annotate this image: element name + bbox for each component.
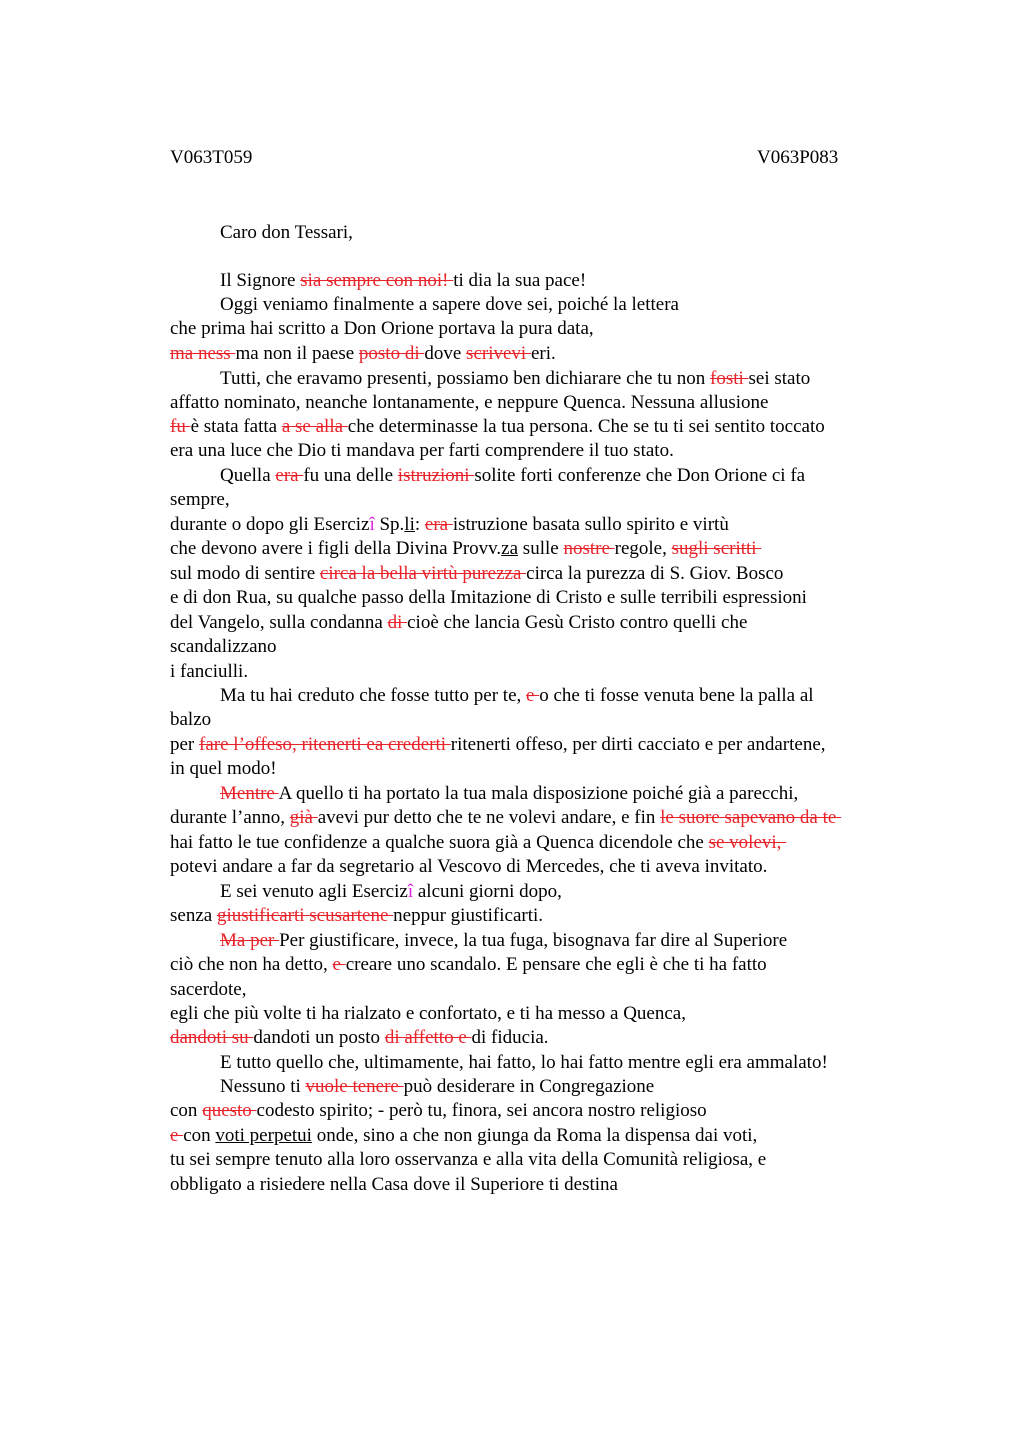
page-code-right: V063P083	[757, 147, 839, 168]
text-segment: Per giustificare, invece, la tua fuga, bisognava far dire al Superiore	[279, 930, 788, 951]
letter-line	[220, 685, 814, 707]
text-segment: ma non il paese	[235, 343, 359, 364]
text-segment: obbligato a risiedere nella Casa dove il Superiore ti destina	[170, 1174, 618, 1195]
text-segment: alcuni giorni dopo,	[413, 881, 562, 902]
text-segment: cioè che lancia Gesù Cristo contro quelli che	[407, 612, 748, 633]
letter-line	[220, 368, 810, 390]
deleted-text: già	[289, 807, 318, 828]
text-segment: con	[183, 1125, 216, 1146]
deleted-text: circa la bella virtù purezza	[319, 563, 527, 584]
text-segment: durante o dopo gli Eserciz	[170, 514, 370, 535]
text-segment: sempre,	[170, 489, 230, 510]
text-segment: balzo	[170, 709, 212, 730]
text-segment: codesto spirito; - però tu, finora, sei ancora nostro religioso	[256, 1100, 707, 1121]
letter-line	[170, 318, 594, 340]
text-segment: ti dia la sua pace!	[453, 270, 587, 291]
letter-line	[170, 538, 761, 560]
text-segment: sacerdote,	[170, 979, 247, 1000]
text-segment: in quel modo!	[170, 758, 277, 779]
text-segment: egli che più volte ti ha rialzato e confortato, e ti ha messo a Quenca,	[170, 1003, 686, 1024]
letter-line	[170, 489, 230, 511]
letter-line	[170, 343, 556, 365]
text-segment: Ma tu hai creduto che fosse tutto per te,	[220, 685, 527, 706]
text-segment: sei stato	[748, 368, 811, 389]
deleted-text: se volevi,	[708, 832, 787, 853]
deleted-text: e	[526, 685, 540, 706]
text-segment: Oggi veniamo finalmente a sapere dove sei, poiché la lettera	[220, 294, 679, 315]
text-segment: i fanciulli.	[170, 661, 249, 682]
text-segment: sul modo di sentire	[170, 563, 320, 584]
letter-line	[170, 612, 747, 634]
letter-line	[220, 465, 805, 487]
deleted-text: sugli scritti	[671, 538, 762, 559]
deleted-text: questo	[202, 1100, 257, 1121]
text-segment: tu sei sempre tenuto alla loro osservanza e alla vita della Comunità religiosa, e	[170, 1149, 767, 1170]
letter-line	[170, 758, 277, 780]
letter-line	[170, 416, 825, 438]
deleted-text: e	[332, 954, 346, 975]
letter-line	[170, 709, 211, 731]
text-segment: o che ti fosse venuta bene la palla al	[539, 685, 814, 706]
letter-line	[220, 783, 798, 805]
text-segment: per	[170, 734, 200, 755]
deleted-text: vuole tenere	[305, 1076, 404, 1097]
highlighted-character: î	[407, 881, 414, 902]
letter-line	[170, 1100, 707, 1122]
deleted-text: nostre	[563, 538, 615, 559]
letter-line	[220, 930, 787, 952]
text-segment: eri.	[530, 343, 556, 364]
letter-line	[170, 587, 807, 609]
text-segment: :	[414, 514, 425, 535]
text-segment: onde, sino a che non giunga da Roma la dispensa dai voti,	[311, 1125, 758, 1146]
document-code-left: V063T059	[170, 147, 253, 168]
letter-line	[170, 1027, 549, 1049]
text-segment: sulle	[518, 538, 564, 559]
letter-line	[170, 856, 767, 878]
letter-line	[220, 222, 353, 244]
text-segment: dandoti un posto	[253, 1027, 385, 1048]
text-segment: avevi pur detto che te ne volevi andare, e fin	[317, 807, 661, 828]
text-segment: potevi andare a far da segretario al Vescovo di Mercedes, che ti aveva invitato.	[170, 856, 768, 877]
deleted-text: le suore sapevano da te	[660, 807, 842, 828]
deleted-text: posto di	[358, 343, 425, 364]
deleted-text: e	[170, 1125, 184, 1146]
text-segment: di fiducia.	[471, 1027, 549, 1048]
deleted-text: dandoti su	[170, 1027, 254, 1048]
letter-line	[170, 563, 783, 585]
letter-line	[170, 1174, 618, 1196]
text-segment: che prima hai scritto a Don Orione portava la pura data,	[170, 318, 594, 339]
text-segment: è stata fatta	[190, 416, 282, 437]
deleted-text: Ma per	[220, 930, 280, 951]
letter-line	[170, 954, 767, 976]
deleted-text: fosti	[710, 368, 749, 389]
deleted-text: era	[424, 514, 453, 535]
letter-line	[170, 807, 841, 829]
text-segment: hai fatto le tue confidenze a qualche suora già a Quenca dicendole che	[170, 832, 709, 853]
text-segment: solite forti conferenze che Don Orione ci fa	[474, 465, 806, 486]
letter-line	[220, 1052, 828, 1074]
letter-line	[170, 905, 543, 927]
deleted-text: di	[387, 612, 408, 633]
deleted-text: Mentre	[220, 783, 279, 804]
text-segment: e di don Rua, su qualche passo della Imitazione di Cristo e sulle terribili espressioni	[170, 587, 807, 608]
letter-line	[220, 270, 586, 292]
letter-line	[170, 1125, 757, 1147]
text-segment: Il Signore	[220, 270, 301, 291]
letter-line	[170, 734, 826, 756]
text-segment: con	[170, 1100, 203, 1121]
text-segment: che devono avere i figli della Divina Provv.	[170, 538, 502, 559]
text-segment: Caro don Tessari,	[220, 222, 353, 243]
text-segment: Tutti, che eravamo presenti, possiamo ben dichiarare che tu non	[220, 368, 710, 389]
text-segment: scandalizzano	[170, 636, 277, 657]
deleted-text: scrivevi	[466, 343, 531, 364]
text-segment: creare uno scandalo. E pensare che egli è che ti ha fatto	[345, 954, 767, 975]
text-segment: circa la purezza di S. Giov. Bosco	[526, 563, 784, 584]
letter-line	[170, 514, 729, 536]
deleted-text: fu	[170, 416, 191, 437]
text-segment: durante l’anno,	[170, 807, 290, 828]
deleted-text: a se alla	[281, 416, 348, 437]
underlined-text: za	[501, 538, 519, 559]
underlined-text: voti perpetui	[215, 1125, 312, 1146]
text-segment: dove	[424, 343, 467, 364]
text-segment: Quella	[220, 465, 276, 486]
letter-line	[220, 881, 562, 903]
letter-line	[170, 661, 248, 683]
text-segment: regole,	[614, 538, 672, 559]
text-segment: affatto nominato, neanche lontanamente, e neppure Quenca. Nessuna allusione	[170, 392, 769, 413]
letter-line	[170, 832, 786, 854]
letter-line	[170, 392, 768, 414]
text-segment: del Vangelo, sulla condanna	[170, 612, 388, 633]
deleted-text: era	[275, 465, 304, 486]
text-segment: può desiderare in Congregazione	[403, 1076, 655, 1097]
letter-line	[170, 636, 277, 658]
text-segment: Sp.	[374, 514, 405, 535]
text-segment: ciò che non ha detto,	[170, 954, 333, 975]
text-segment: istruzione basata sullo spirito e virtù	[452, 514, 729, 535]
deleted-text: fare l’offeso, ritenerti ea crederti	[199, 734, 451, 755]
text-segment: ritenerti offeso, per dirti cacciato e per andartene,	[450, 734, 826, 755]
letter-line	[170, 440, 674, 462]
deleted-text: di affetto e	[384, 1027, 472, 1048]
letter-line	[170, 1149, 766, 1171]
text-segment: A quello ti ha portato la tua mala disposizione poiché già a parecchi,	[278, 783, 799, 804]
text-segment: fu una delle	[303, 465, 398, 486]
text-segment: E tutto quello che, ultimamente, hai fatto, lo hai fatto mentre egli era ammalato!	[220, 1052, 828, 1073]
text-segment: Nessuno ti	[220, 1076, 306, 1097]
underlined-text: li	[404, 514, 415, 535]
text-segment: neppur giustificarti.	[393, 905, 544, 926]
letter-line	[170, 1003, 686, 1025]
text-segment: E sei venuto agli Eserciz	[220, 881, 408, 902]
letter-line	[220, 1076, 654, 1098]
deleted-text: giustificarti scusartene	[216, 905, 394, 926]
deleted-text: sia sempre con noi!	[300, 270, 454, 291]
letter-line	[220, 294, 679, 316]
letter-line	[170, 979, 246, 1001]
text-segment: che determinasse la tua persona. Che se tu ti sei sentito toccato	[347, 416, 825, 437]
text-segment: senza	[170, 905, 217, 926]
highlighted-character: î	[369, 514, 375, 535]
deleted-text: istruzioni	[397, 465, 475, 486]
deleted-text: ma ness	[170, 343, 236, 364]
text-segment: era una luce che Dio ti mandava per farti comprendere il tuo stato.	[170, 440, 674, 461]
